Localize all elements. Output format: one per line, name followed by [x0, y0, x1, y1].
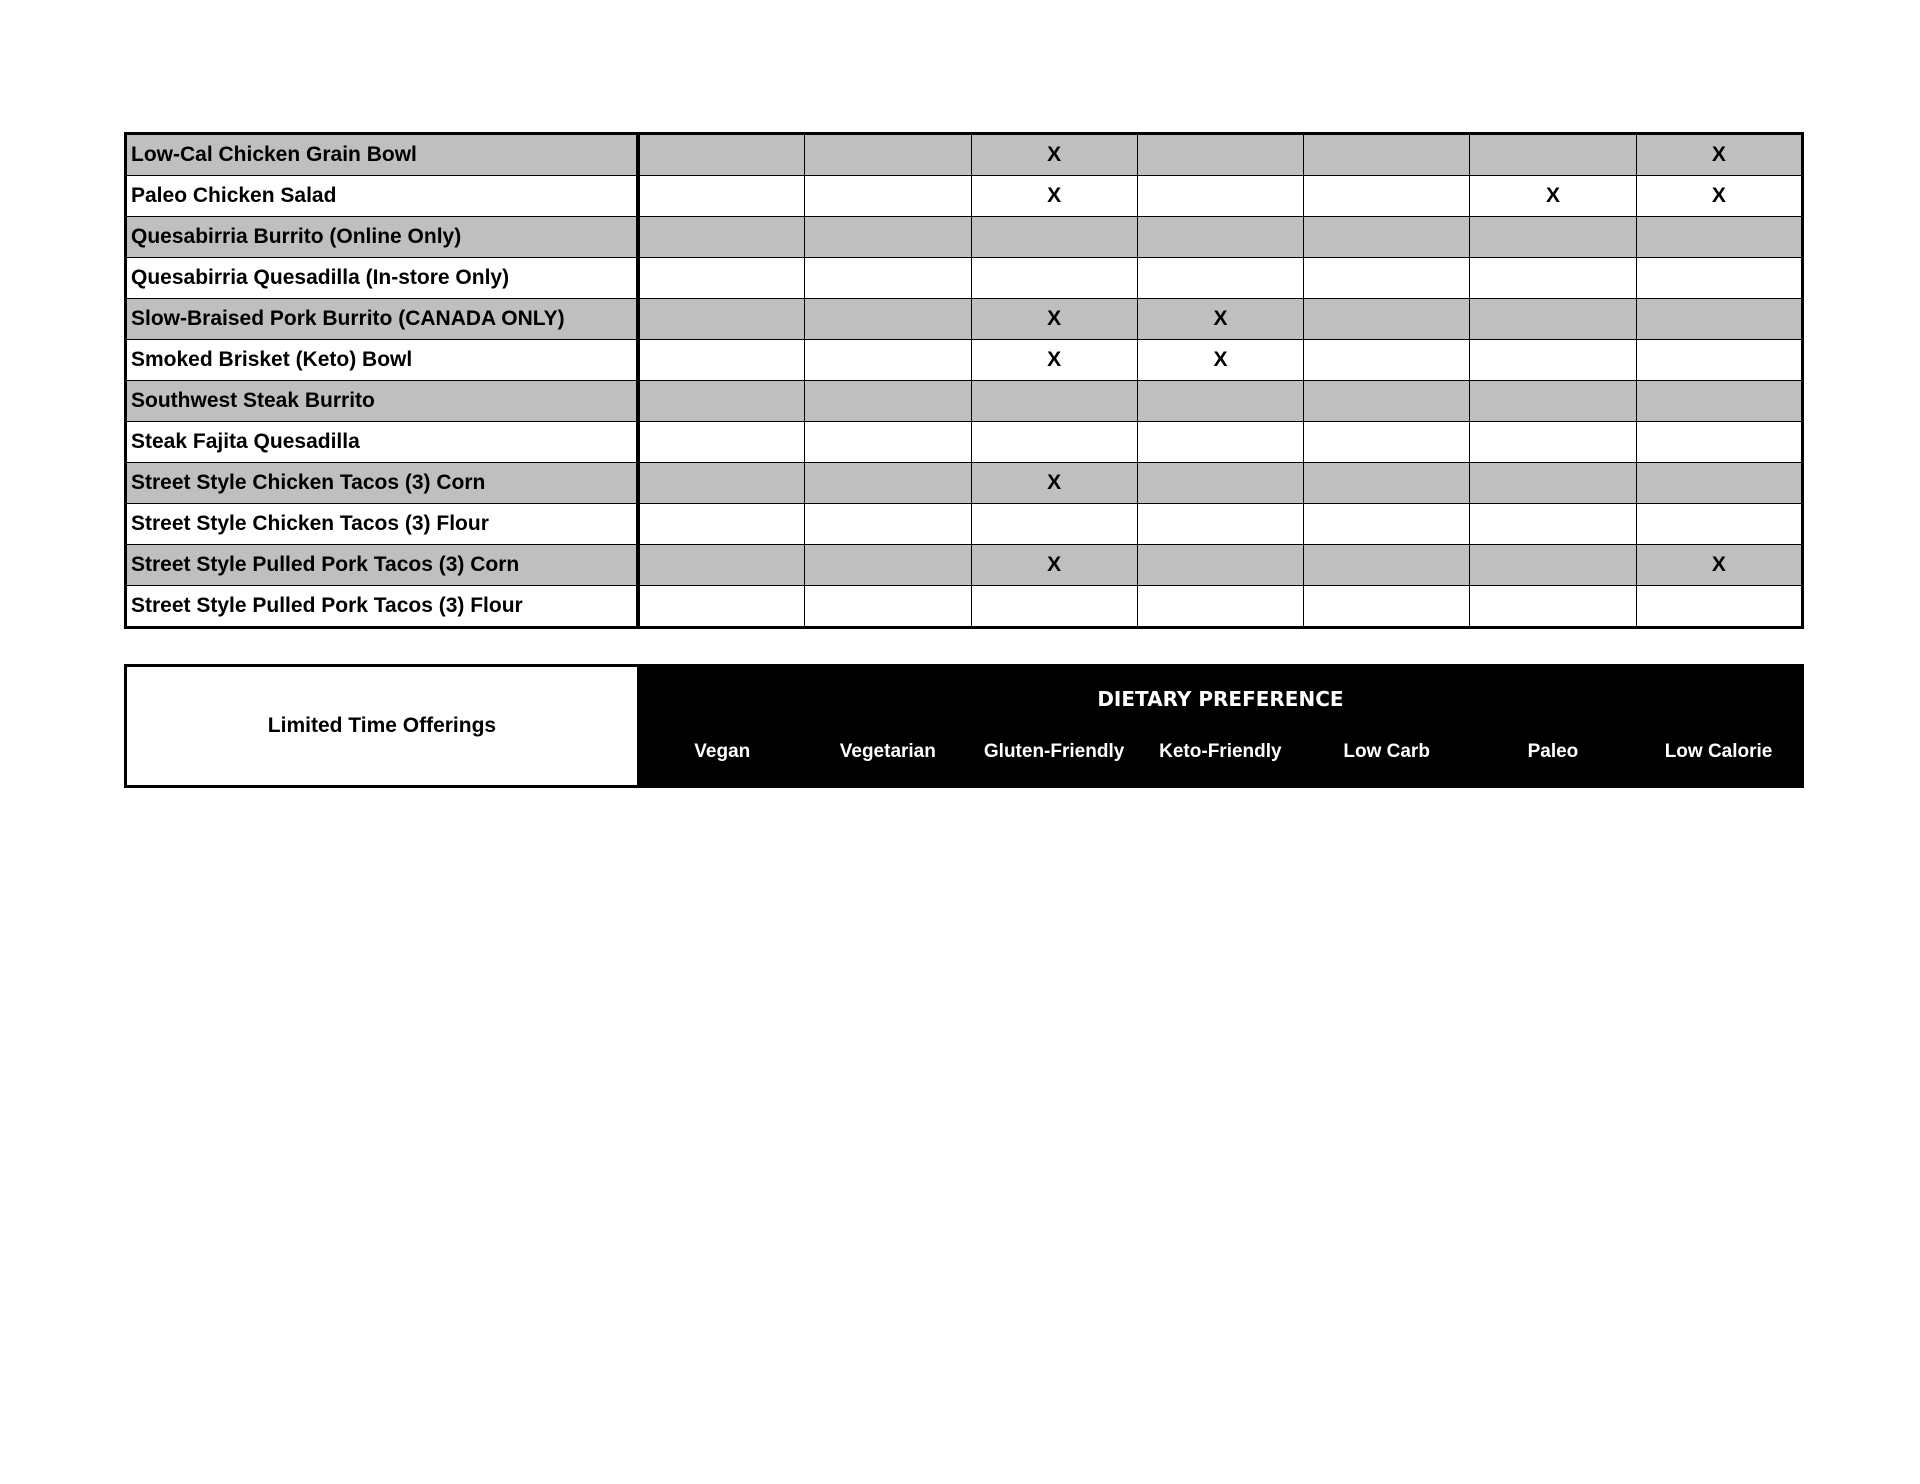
- dietary-mark-cell: [638, 381, 804, 422]
- menu-item-name: Low-Cal Chicken Grain Bowl: [126, 134, 639, 176]
- dietary-mark-cell: X: [971, 340, 1137, 381]
- dietary-mark-cell: [1470, 422, 1636, 463]
- dietary-mark-cell: [971, 258, 1137, 299]
- table-row: [126, 545, 1803, 586]
- table-row: [126, 381, 1803, 422]
- menu-item-name: Slow-Braised Pork Burrito (CANADA ONLY): [126, 299, 639, 340]
- dietary-mark-cell: [1137, 545, 1303, 586]
- dietary-mark-cell: [1137, 217, 1303, 258]
- dietary-mark-cell: [805, 463, 971, 504]
- dietary-mark-cell: [1304, 586, 1470, 628]
- dietary-mark-cell: X: [1636, 545, 1802, 586]
- table-row: [126, 586, 1803, 628]
- dietary-mark-cell: [638, 463, 804, 504]
- dietary-mark-cell: [1137, 504, 1303, 545]
- table-row: [126, 217, 1803, 258]
- dietary-mark-cell: [1137, 422, 1303, 463]
- dietary-mark-cell: [1304, 176, 1470, 217]
- dietary-mark-cell: [1304, 463, 1470, 504]
- dietary-mark-cell: [1304, 217, 1470, 258]
- column-header-keto-friendly: Keto-Friendly: [1137, 725, 1303, 787]
- dietary-mark-cell: [1636, 463, 1802, 504]
- column-header-low-calorie: Low Calorie: [1636, 725, 1802, 787]
- dietary-mark-cell: [1304, 299, 1470, 340]
- dietary-mark-cell: [1304, 504, 1470, 545]
- dietary-mark-cell: [1304, 381, 1470, 422]
- dietary-mark-cell: X: [1137, 299, 1303, 340]
- table-row: [126, 176, 1803, 217]
- dietary-mark-cell: [1137, 381, 1303, 422]
- column-header-vegetarian: Vegetarian: [805, 725, 971, 787]
- table-row: [126, 422, 1803, 463]
- dietary-mark-cell: [1470, 504, 1636, 545]
- dietary-mark-cell: [1636, 340, 1802, 381]
- dietary-mark-cell: X: [1636, 176, 1802, 217]
- dietary-mark-cell: [805, 217, 971, 258]
- column-header-low-carb: Low Carb: [1304, 725, 1470, 787]
- dietary-mark-cell: [1470, 586, 1636, 628]
- dietary-mark-cell: [1137, 134, 1303, 176]
- dietary-mark-cell: X: [971, 176, 1137, 217]
- dietary-mark-cell: [1636, 504, 1802, 545]
- dietary-preference-title: DIETARY PREFERENCE: [638, 666, 1802, 726]
- dietary-mark-cell: [1470, 134, 1636, 176]
- dietary-mark-cell: [1470, 299, 1636, 340]
- menu-table-body: [126, 134, 1803, 628]
- dietary-mark-cell: [1304, 258, 1470, 299]
- table-row: [126, 299, 1803, 340]
- table-row: [126, 463, 1803, 504]
- limited-time-offerings-label: Limited Time Offerings: [126, 666, 639, 787]
- dietary-mark-cell: [1304, 134, 1470, 176]
- column-header-vegan: Vegan: [638, 725, 804, 787]
- dietary-mark-cell: [1470, 545, 1636, 586]
- dietary-mark-cell: [638, 258, 804, 299]
- dietary-mark-cell: [1636, 422, 1802, 463]
- dietary-mark-cell: [805, 504, 971, 545]
- dietary-mark-cell: [1470, 381, 1636, 422]
- dietary-mark-cell: [971, 217, 1137, 258]
- dietary-mark-cell: [971, 381, 1137, 422]
- dietary-mark-cell: [1636, 586, 1802, 628]
- dietary-mark-cell: [638, 422, 804, 463]
- dietary-mark-cell: [971, 422, 1137, 463]
- dietary-mark-cell: [638, 586, 804, 628]
- dietary-mark-cell: [971, 586, 1137, 628]
- menu-item-name: Quesabirria Burrito (Online Only): [126, 217, 639, 258]
- dietary-mark-cell: [805, 299, 971, 340]
- menu-item-name: Street Style Pulled Pork Tacos (3) Corn: [126, 545, 639, 586]
- menu-item-name: Street Style Chicken Tacos (3) Corn: [126, 463, 639, 504]
- dietary-mark-cell: [1636, 381, 1802, 422]
- dietary-mark-cell: X: [1636, 134, 1802, 176]
- dietary-mark-cell: [638, 176, 804, 217]
- dietary-mark-cell: [805, 134, 971, 176]
- dietary-mark-cell: [1304, 545, 1470, 586]
- table-row: [126, 340, 1803, 381]
- column-header-gluten-friendly: Gluten-Friendly: [971, 725, 1137, 787]
- dietary-mark-cell: [1137, 176, 1303, 217]
- menu-item-name: Street Style Pulled Pork Tacos (3) Flour: [126, 586, 639, 628]
- menu-item-name: Smoked Brisket (Keto) Bowl: [126, 340, 639, 381]
- dietary-mark-cell: [1470, 463, 1636, 504]
- dietary-mark-cell: [1137, 586, 1303, 628]
- menu-dietary-table: [124, 132, 1804, 629]
- dietary-mark-cell: [1137, 463, 1303, 504]
- dietary-mark-cell: [805, 176, 971, 217]
- dietary-mark-cell: [805, 340, 971, 381]
- dietary-mark-cell: [971, 504, 1137, 545]
- dietary-mark-cell: [1137, 258, 1303, 299]
- dietary-mark-cell: X: [1470, 176, 1636, 217]
- table-row: [126, 504, 1803, 545]
- dietary-mark-cell: [805, 586, 971, 628]
- dietary-mark-cell: [1304, 340, 1470, 381]
- dietary-mark-cell: [1636, 258, 1802, 299]
- dietary-mark-cell: [805, 258, 971, 299]
- dietary-mark-cell: [1636, 299, 1802, 340]
- menu-item-name: Quesabirria Quesadilla (In-store Only): [126, 258, 639, 299]
- dietary-mark-cell: [638, 504, 804, 545]
- dietary-mark-cell: [638, 299, 804, 340]
- dietary-mark-cell: [1470, 217, 1636, 258]
- dietary-mark-cell: X: [971, 545, 1137, 586]
- dietary-mark-cell: [638, 545, 804, 586]
- dietary-mark-cell: [1636, 217, 1802, 258]
- dietary-mark-cell: X: [971, 134, 1137, 176]
- dietary-mark-cell: [1470, 340, 1636, 381]
- dietary-mark-cell: X: [1137, 340, 1303, 381]
- menu-item-name: Steak Fajita Quesadilla: [126, 422, 639, 463]
- dietary-mark-cell: [638, 340, 804, 381]
- dietary-mark-cell: [805, 545, 971, 586]
- dietary-mark-cell: [805, 422, 971, 463]
- dietary-mark-cell: [805, 381, 971, 422]
- dietary-mark-cell: [638, 134, 804, 176]
- dietary-mark-cell: [1470, 258, 1636, 299]
- menu-item-name: Southwest Steak Burrito: [126, 381, 639, 422]
- menu-item-name: Street Style Chicken Tacos (3) Flour: [126, 504, 639, 545]
- column-header-paleo: Paleo: [1470, 725, 1636, 787]
- dietary-mark-cell: [1304, 422, 1470, 463]
- table-row: [126, 134, 1803, 176]
- limited-time-offerings-header: [124, 664, 1804, 788]
- menu-item-name: Paleo Chicken Salad: [126, 176, 639, 217]
- dietary-mark-cell: X: [971, 463, 1137, 504]
- dietary-mark-cell: [638, 217, 804, 258]
- table-row: [126, 258, 1803, 299]
- dietary-mark-cell: X: [971, 299, 1137, 340]
